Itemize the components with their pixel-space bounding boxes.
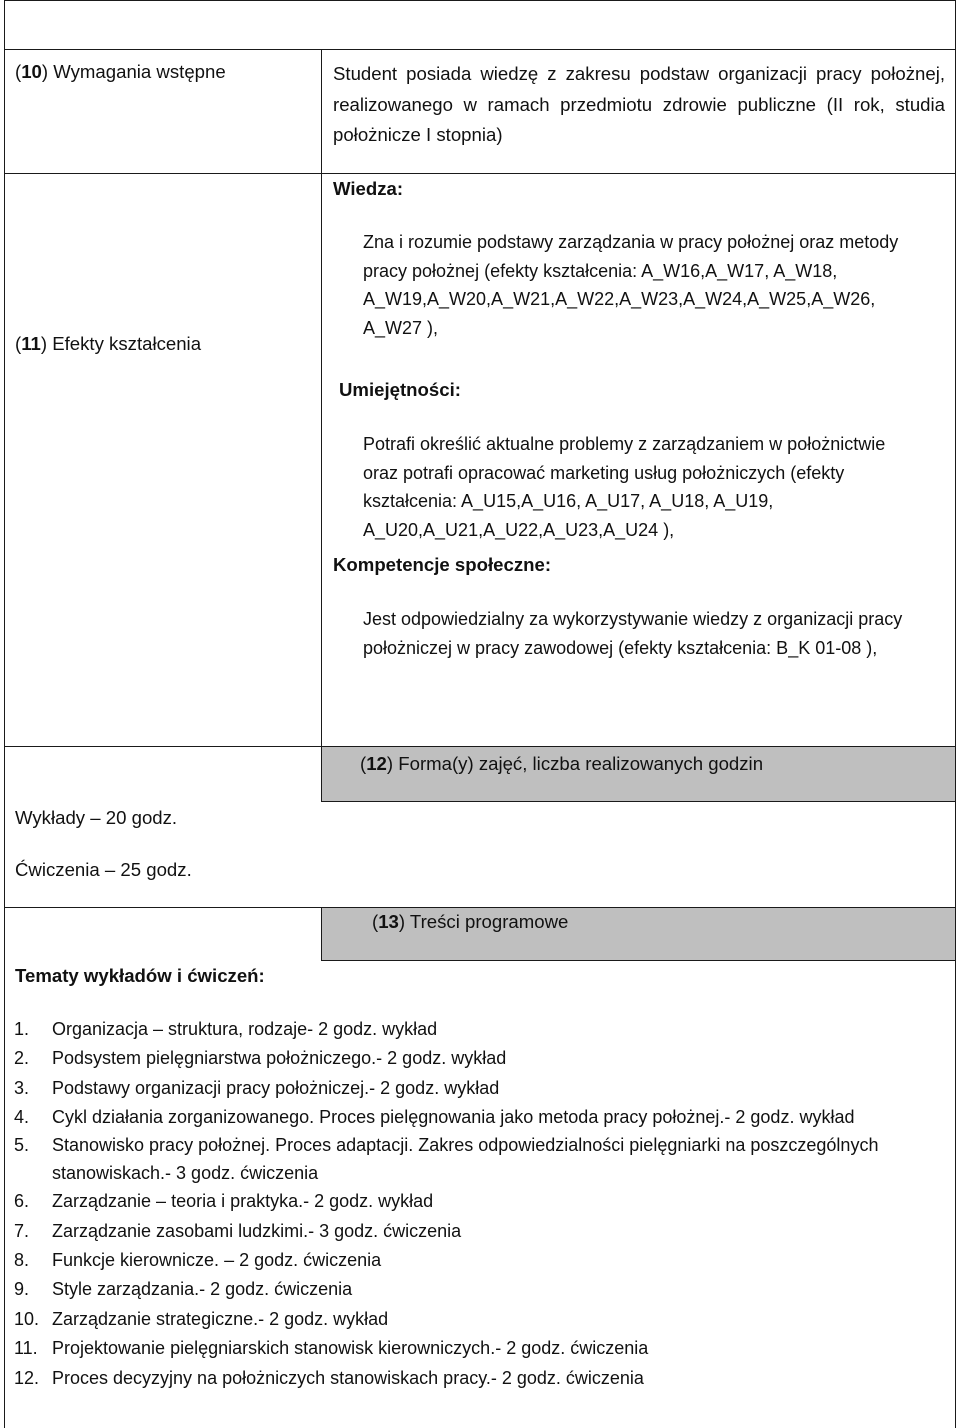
list-item: 3. Podstawy organizacji pracy położniczej.- 2 godz. wykład — [14, 1077, 500, 1098]
border-left — [4, 0, 5, 1428]
section12-lecture-hours: Wykłady – 20 godz. — [15, 807, 178, 828]
list-item: 12. Proces decyzyjny na położniczych stanowiskach pracy.- 2 godz. ćwiczenia — [14, 1367, 644, 1388]
umiejetnosci-text: Potrafi określić aktualne problemy z zarządzaniem w położnictwie oraz potrafi opracować marketing usług położniczych (efekty kształcenia: A_U15,A_U16, A_U17, A_U18, A_U19, A_U20,A_U21,A_U22,A_U23,A_U24 ), — [363, 434, 886, 540]
row10-text: Student posiada wiedzę z zakresu podstaw organizacji pracy położnej, realizowanego w ramach przedmiotu zdrowie publiczne (II rok, studia położnicze I stopnia) — [333, 63, 945, 145]
wiedza-heading: Wiedza: — [333, 178, 404, 199]
wiedza-text: Zna i rozumie podstawy zarządzania w pracy położnej oraz metody pracy położnej (efekty kształcenia: A_W16,A_W17, A_W18, A_W19,A_W20,A_W21,A_W22,A_W23,A_W24,A_W25,A_W26, A_W27 ), — [363, 232, 899, 338]
list-item: 9. Style zarządzania.- 2 godz. ćwiczenia — [14, 1279, 353, 1300]
list-item: 2. Podsystem pielęgniarstwa położniczego.- 2 godz. wykład — [14, 1048, 507, 1069]
topics-list — [14, 1015, 914, 1393]
row10-label: (10) Wymagania wstępne — [15, 61, 226, 82]
section13-title-number: 13 — [378, 911, 399, 932]
section12-title: (12) Forma(y) zajęć, liczba realizowanych godzin — [360, 753, 764, 774]
rule-header — [4, 49, 956, 50]
list-item: 8. Funkcje kierownicze. – 2 godz. ćwiczenia — [14, 1250, 382, 1271]
rule-10-11 — [4, 173, 956, 174]
section12-title-number: 12 — [366, 753, 387, 774]
border-top — [4, 0, 956, 1]
list-item: 7. Zarządzanie zasobami ludzkimi.- 3 godz. ćwiczenia — [14, 1220, 462, 1241]
kompetencje-text: Jest odpowiedzialny za wykorzystywanie wiedzy z organizacji pracy położniczej w pracy zawodowej (efekty kształcenia: B_K 01-08 ), — [363, 609, 903, 658]
section12-exercise-hours: Ćwiczenia – 25 godz. — [15, 859, 192, 880]
row10-label-number: 10 — [21, 61, 42, 82]
section13-title: (13) Treści programowe — [372, 911, 569, 932]
section13-subheading: Tematy wykładów i ćwiczeń: — [15, 965, 265, 986]
list-item: 1. Organizacja – struktura, rodzaje- 2 godz. wykład — [14, 1019, 438, 1039]
row11-label-number: 11 — [21, 333, 41, 354]
list-item: 6. Zarządzanie – teoria i praktyka.- 2 godz. wykład — [14, 1191, 434, 1212]
kompetencje-heading: Kompetencje społeczne: — [333, 554, 552, 575]
list-item: 5. Stanowisko pracy położnej. Proces adaptacji. Zakres odpowiedzialności pielęgniarki na poszczególnych stanowiskach.- 3 godz. ćwiczenia — [14, 1135, 879, 1184]
umiejetnosci-heading: Umiejętności: — [339, 379, 461, 400]
list-item: 11. Projektowanie pielęgniarskich stanowisk kierowniczych.- 2 godz. ćwiczenia — [14, 1338, 649, 1359]
list-item: 4. Cykl działania zorganizowanego. Proces pielęgnowania jako metoda pracy położnej.- 2 godz. wykład — [14, 1107, 855, 1128]
column-divider — [321, 49, 322, 747]
rule-12-bar — [321, 801, 956, 802]
list-item: 10. Zarządzanie strategiczne.- 2 godz. wykład — [14, 1308, 389, 1329]
rule-13-bar — [321, 960, 956, 961]
row11-label: (11) Efekty kształcenia — [15, 333, 202, 354]
border-right — [955, 0, 956, 1428]
